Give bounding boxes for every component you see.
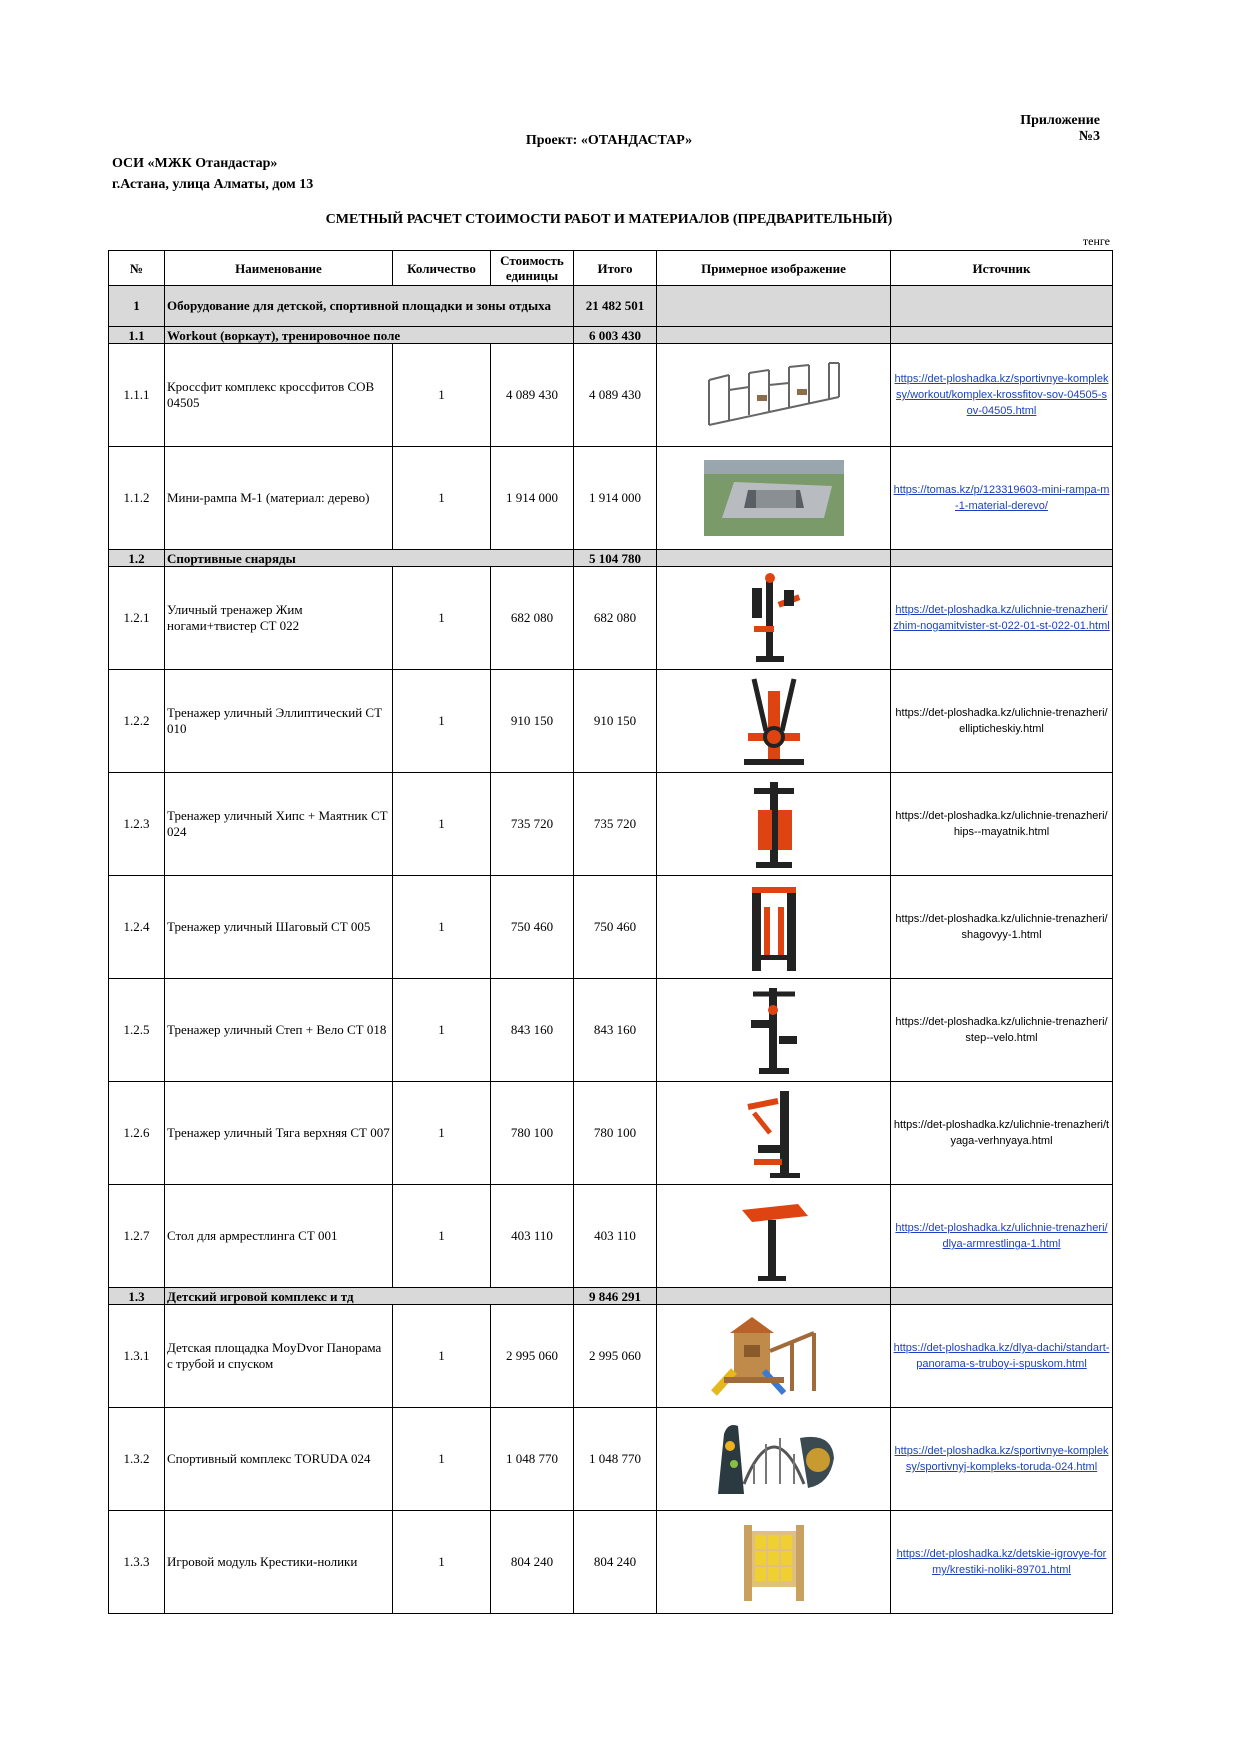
- item-source-text: https://det-ploshadka.kz/ulichnie-trenazheri/tyaga-verhnyaya.html: [891, 1082, 1113, 1185]
- item-image-cell: [657, 1305, 891, 1408]
- item-unit-price: 1 914 000: [491, 447, 574, 550]
- table-row: [109, 1511, 1113, 1614]
- step-bike-trainer-icon: [739, 1021, 809, 1036]
- item-name: Детская площадка MoyDvor Панорама с трубой и спуском: [165, 1305, 393, 1408]
- item-image-cell: [657, 979, 891, 1082]
- item-image-cell: [657, 1185, 891, 1288]
- item-total: 780 100: [574, 1082, 657, 1185]
- item-qty: 1: [393, 344, 491, 447]
- item-qty: 1: [393, 447, 491, 550]
- item-unit-price: 804 240: [491, 1511, 574, 1614]
- table-row: [109, 344, 1113, 447]
- item-source-text: https://det-ploshadka.kz/ulichnie-trenazheri/hips--mayatnik.html: [891, 773, 1113, 876]
- table-row: [109, 876, 1113, 979]
- sport-complex-toruda-icon: [704, 1450, 844, 1465]
- item-name: Уличный тренажер Жим ногами+твистер СТ 022: [165, 567, 393, 670]
- item-name: Тренажер уличный Хипс + Маятник СТ 024: [165, 773, 393, 876]
- item-source-link[interactable]: https://det-ploshadka.kz/sportivnye-kompleksy/workout/komplex-krossfitov-sov-04505-sov-04505.html: [891, 344, 1113, 447]
- section-source-cell: [891, 550, 1113, 567]
- item-name: Стол для армрестлинга СТ 001: [165, 1185, 393, 1288]
- item-no: 1.3.1: [109, 1305, 165, 1408]
- table-row: [109, 447, 1113, 550]
- section-name: Детский игровой комплекс и тд: [165, 1288, 574, 1305]
- item-image-cell: [657, 1511, 891, 1614]
- item-total: 1 048 770: [574, 1408, 657, 1511]
- item-image-cell: [657, 670, 891, 773]
- item-unit-price: 682 080: [491, 567, 574, 670]
- item-qty: 1: [393, 1511, 491, 1614]
- item-qty: 1: [393, 876, 491, 979]
- item-name: Тренажер уличный Эллиптический СТ 010: [165, 670, 393, 773]
- col-header-image: Примерное изображение: [657, 251, 891, 286]
- item-source-link[interactable]: https://det-ploshadka.kz/sportivnye-kompleksy/sportivnyj-kompleks-toruda-024.html: [891, 1408, 1113, 1511]
- section-name: Workout (воркаут), тренировочное поле: [165, 327, 574, 344]
- group-row: [109, 286, 1113, 327]
- section-row: [109, 327, 1113, 344]
- currency-label: тенге: [1082, 234, 1110, 248]
- section-source-cell: [891, 1288, 1113, 1305]
- col-header-source: Источник: [891, 251, 1113, 286]
- item-name: Тренажер уличный Шаговый СТ 005: [165, 876, 393, 979]
- item-source-link[interactable]: https://det-ploshadka.kz/ulichnie-trenazheri/dlya-armrestlinga-1.html: [891, 1185, 1113, 1288]
- hips-pendulum-trainer-icon: [744, 815, 804, 830]
- elliptical-trainer-icon: [734, 712, 814, 727]
- section-total: 5 104 780: [574, 550, 657, 567]
- item-qty: 1: [393, 670, 491, 773]
- item-image-cell: [657, 773, 891, 876]
- item-total: 403 110: [574, 1185, 657, 1288]
- section-source-cell: [891, 327, 1113, 344]
- leg-press-trainer-icon: [734, 609, 814, 624]
- item-no: 1.3.2: [109, 1408, 165, 1511]
- section-row: [109, 550, 1113, 567]
- item-source-link[interactable]: https://det-ploshadka.kz/ulichnie-trenazheri/zhim-nogamitvister-st-022-01-st-022-01.html: [891, 567, 1113, 670]
- playground-panorama-icon: [704, 1347, 844, 1362]
- item-qty: 1: [393, 1185, 491, 1288]
- item-unit-price: 403 110: [491, 1185, 574, 1288]
- col-header-name: Наименование: [165, 251, 393, 286]
- item-qty: 1: [393, 1408, 491, 1511]
- item-no: 1.2.1: [109, 567, 165, 670]
- document-title: СМЕТНЫЙ РАСЧЕТ СТОИМОСТИ РАБОТ И МАТЕРИАЛОВ (ПРЕДВАРИТЕЛЬНЫЙ): [325, 212, 893, 227]
- item-unit-price: 843 160: [491, 979, 574, 1082]
- workout-frame-icon: [699, 386, 849, 401]
- item-unit-price: 735 720: [491, 773, 574, 876]
- item-total: 682 080: [574, 567, 657, 670]
- item-no: 1.3.3: [109, 1511, 165, 1614]
- item-qty: 1: [393, 1082, 491, 1185]
- item-unit-price: 1 048 770: [491, 1408, 574, 1511]
- section-no: 1.3: [109, 1288, 165, 1305]
- organization-address: г.Астана, улица Алматы, дом 13: [112, 177, 314, 192]
- item-source-text: https://det-ploshadka.kz/ulichnie-trenazheri/step--velo.html: [891, 979, 1113, 1082]
- item-source-link[interactable]: https://det-ploshadka.kz/dlya-dachi/standart-panorama-s-truboy-i-spuskom.html: [891, 1305, 1113, 1408]
- item-no: 1.2.2: [109, 670, 165, 773]
- item-image-cell: [657, 1082, 891, 1185]
- item-unit-price: 2 995 060: [491, 1305, 574, 1408]
- item-source-link[interactable]: https://det-ploshadka.kz/detskie-igrovye-formy/krestiki-noliki-89701.html: [891, 1511, 1113, 1614]
- armwrestling-table-icon: [734, 1227, 814, 1242]
- item-image-cell: [657, 447, 891, 550]
- stepper-trainer-icon: [744, 918, 804, 933]
- section-total: 9 846 291: [574, 1288, 657, 1305]
- section-image-cell: [657, 1288, 891, 1305]
- table-body: [109, 286, 1113, 1614]
- item-name: Игровой модуль Крестики-нолики: [165, 1511, 393, 1614]
- table-row: [109, 1082, 1113, 1185]
- item-name: Мини-рампа М-1 (материал: дерево): [165, 447, 393, 550]
- item-no: 1.2.3: [109, 773, 165, 876]
- item-no: 1.1.1: [109, 344, 165, 447]
- table-row: [109, 773, 1113, 876]
- project-title: Проект: «ОТАНДАСТАР»: [525, 133, 693, 148]
- item-total: 2 995 060: [574, 1305, 657, 1408]
- item-total: 910 150: [574, 670, 657, 773]
- section-total: 6 003 430: [574, 327, 657, 344]
- item-total: 4 089 430: [574, 344, 657, 447]
- table-row: [109, 1305, 1113, 1408]
- item-source-text: https://det-ploshadka.kz/ulichnie-trenazheri/ellipticheskiy.html: [891, 670, 1113, 773]
- item-qty: 1: [393, 567, 491, 670]
- section-no: 1.2: [109, 550, 165, 567]
- appendix-label: Приложение №3: [1020, 113, 1100, 144]
- table-header-row: [109, 251, 1113, 286]
- group-total: 21 482 501: [574, 286, 657, 327]
- lat-pull-trainer-icon: [734, 1124, 814, 1139]
- item-no: 1.2.5: [109, 979, 165, 1082]
- item-total: 804 240: [574, 1511, 657, 1614]
- item-unit-price: 750 460: [491, 876, 574, 979]
- item-unit-price: 4 089 430: [491, 344, 574, 447]
- group-source-cell: [891, 286, 1113, 327]
- col-header-no: №: [109, 251, 165, 286]
- item-qty: 1: [393, 773, 491, 876]
- item-total: 843 160: [574, 979, 657, 1082]
- group-no: 1: [109, 286, 165, 327]
- section-no: 1.1: [109, 327, 165, 344]
- table-row: [109, 567, 1113, 670]
- item-name: Спортивный комплекс TORUDA 024: [165, 1408, 393, 1511]
- group-image-cell: [657, 286, 891, 327]
- item-qty: 1: [393, 979, 491, 1082]
- estimate-table: [108, 250, 1113, 1614]
- item-image-cell: [657, 344, 891, 447]
- table-row: [109, 1185, 1113, 1288]
- item-unit-price: 780 100: [491, 1082, 574, 1185]
- item-name: Тренажер уличный Тяга верхняя СТ 007: [165, 1082, 393, 1185]
- col-header-qty: Количество: [393, 251, 491, 286]
- item-total: 735 720: [574, 773, 657, 876]
- item-no: 1.2.7: [109, 1185, 165, 1288]
- table-row: [109, 1408, 1113, 1511]
- item-source-link[interactable]: https://tomas.kz/p/123319603-mini-rampa-m-1-material-derevo/: [891, 447, 1113, 550]
- item-no: 1.2.6: [109, 1082, 165, 1185]
- section-row: [109, 1288, 1113, 1305]
- organization-name: ОСИ «МЖК Отандастар»: [112, 156, 278, 171]
- col-header-total: Итого: [574, 251, 657, 286]
- section-name: Спортивные снаряды: [165, 550, 574, 567]
- table-row: [109, 979, 1113, 1082]
- group-name: Оборудование для детской, спортивной площадки и зоны отдыха: [165, 286, 574, 327]
- table-row: [109, 670, 1113, 773]
- item-image-cell: [657, 567, 891, 670]
- item-total: 1 914 000: [574, 447, 657, 550]
- organization-block: [112, 153, 313, 195]
- item-qty: 1: [393, 1305, 491, 1408]
- item-no: 1.2.4: [109, 876, 165, 979]
- item-total: 750 460: [574, 876, 657, 979]
- col-header-price: Стоимость единицы: [491, 251, 574, 286]
- item-no: 1.1.2: [109, 447, 165, 550]
- section-image-cell: [657, 550, 891, 567]
- item-source-text: https://det-ploshadka.kz/ulichnie-trenazheri/shagovyy-1.html: [891, 876, 1113, 979]
- item-name: Тренажер уличный Степ + Вело СТ 018: [165, 979, 393, 1082]
- mini-ramp-photo-icon: [704, 489, 844, 504]
- item-unit-price: 910 150: [491, 670, 574, 773]
- section-image-cell: [657, 327, 891, 344]
- tic-tac-toe-module-icon: [724, 1553, 824, 1568]
- item-image-cell: [657, 1408, 891, 1511]
- item-image-cell: [657, 876, 891, 979]
- item-name: Кроссфит комплекс кроссфитов СОВ 04505: [165, 344, 393, 447]
